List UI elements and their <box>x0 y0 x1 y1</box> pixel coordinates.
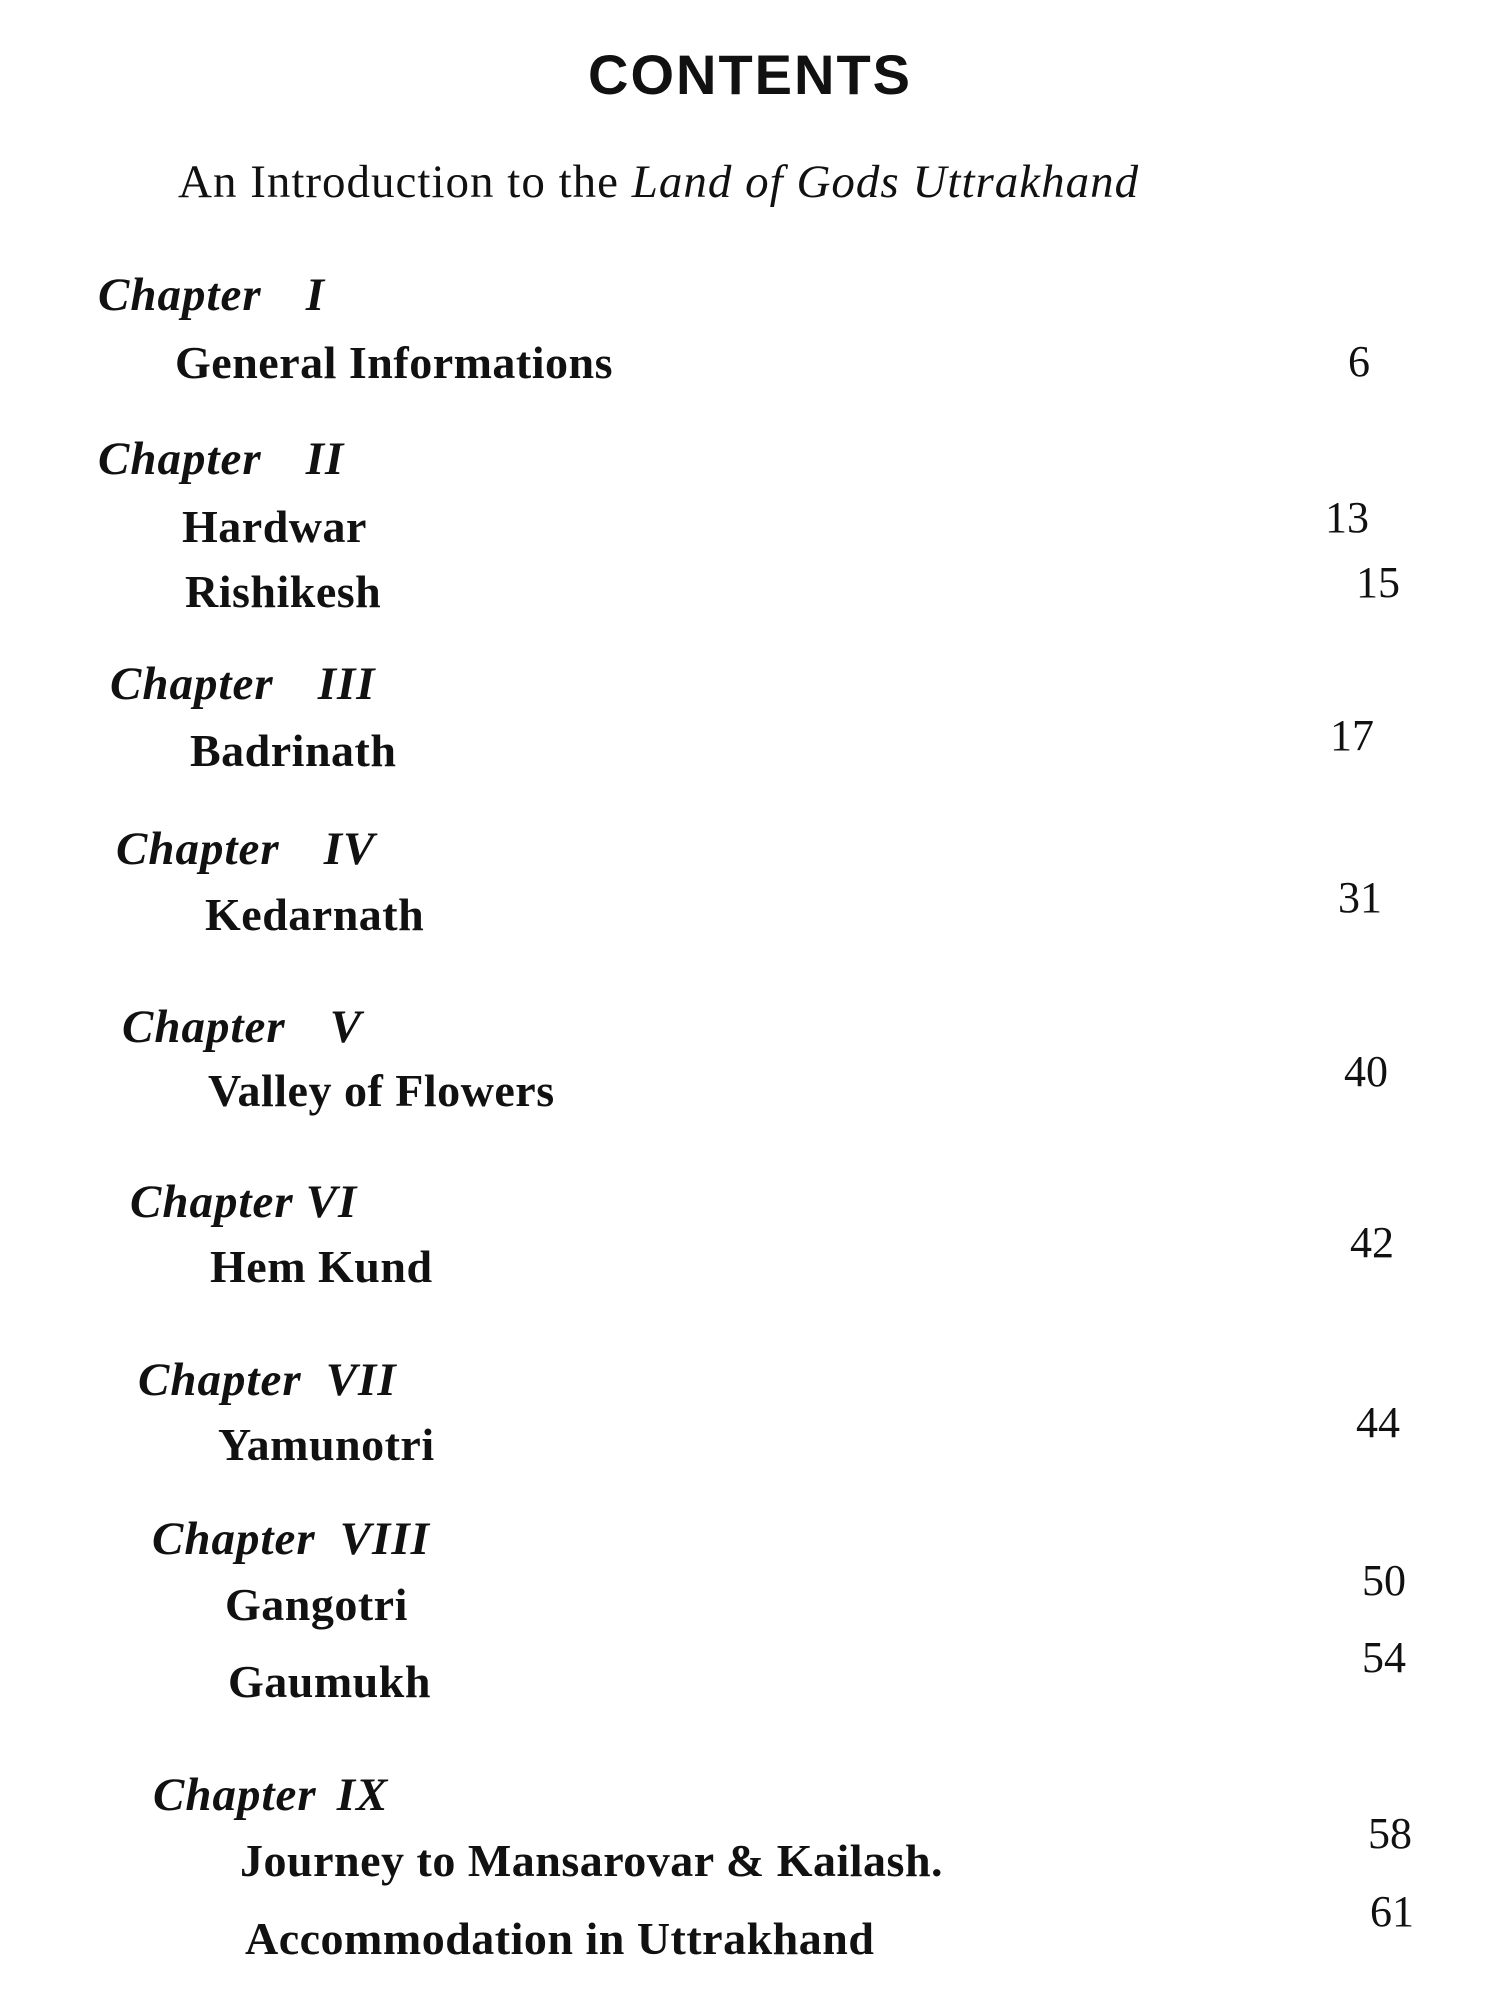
chapter-label: Chapter <box>116 823 280 875</box>
introduction-line <box>178 155 1139 209</box>
toc-entry-rishikesh[interactable]: Rishikesh <box>185 566 382 617</box>
toc-entry-accommodation-in-uttrakhand[interactable]: Accommodation in Uttrakhand <box>245 1913 875 1964</box>
toc-entry-yamunotri[interactable]: Yamunotri <box>218 1419 435 1470</box>
chapter-numeral: II <box>305 433 345 485</box>
chapter-label: Chapter <box>98 433 262 485</box>
chapter-numeral: IV <box>323 823 376 875</box>
toc-entry-gaumukh[interactable]: Gaumukh <box>228 1656 431 1707</box>
chapter-label: Chapter <box>152 1513 316 1565</box>
page-number: 58 <box>1368 1809 1412 1858</box>
chapter-heading-5 <box>122 1000 362 1054</box>
toc-entry-gangotri[interactable]: Gangotri <box>225 1579 408 1630</box>
page-number: 17 <box>1330 711 1374 760</box>
toc-entry-hardwar[interactable]: Hardwar <box>182 501 367 552</box>
chapter-heading-4 <box>116 822 375 876</box>
toc-entry-kedarnath[interactable]: Kedarnath <box>205 889 425 940</box>
page-number: 61 <box>1370 1887 1414 1936</box>
page-number: 44 <box>1356 1398 1400 1447</box>
chapter-numeral: VIII <box>339 1513 430 1565</box>
page-number: 54 <box>1362 1633 1406 1682</box>
page-number: 6 <box>1348 337 1370 386</box>
chapter-heading-6 <box>130 1175 357 1229</box>
page-number: 15 <box>1356 558 1400 607</box>
page-number: 42 <box>1350 1218 1394 1267</box>
toc-entry-badrinath[interactable]: Badrinath <box>190 725 397 776</box>
chapter-numeral: I <box>305 269 325 321</box>
chapter-heading-9 <box>153 1768 388 1822</box>
chapter-numeral: VII <box>325 1354 397 1406</box>
introduction-book-title: Land of Gods Uttrakhand <box>631 156 1140 208</box>
toc-entry-valley-of-flowers[interactable]: Valley of Flowers <box>208 1065 555 1116</box>
chapter-heading-3 <box>110 657 376 711</box>
chapter-heading-8 <box>152 1512 430 1566</box>
chapter-heading-7 <box>138 1353 397 1407</box>
chapter-label: Chapter <box>110 658 274 710</box>
toc-entry-general-informations[interactable]: General Informations <box>175 337 614 388</box>
chapter-label: Chapter <box>122 1001 286 1053</box>
chapter-numeral: VI <box>305 1176 358 1228</box>
toc-entry-journey-to-mansarovar-kailash[interactable]: Journey to Mansarovar & Kailash. <box>240 1835 944 1886</box>
chapter-heading-1 <box>98 268 325 322</box>
chapter-label: Chapter <box>98 269 262 321</box>
introduction-prefix: An Introduction to the <box>178 156 632 208</box>
chapter-heading-2 <box>98 432 344 486</box>
chapter-label: Chapter <box>153 1769 317 1821</box>
page-number: 50 <box>1362 1556 1406 1605</box>
chapter-numeral: III <box>317 658 376 710</box>
chapter-numeral: V <box>329 1001 363 1053</box>
toc-entry-hem-kund[interactable]: Hem Kund <box>210 1241 433 1292</box>
page-number: 31 <box>1338 873 1382 922</box>
chapter-numeral: IX <box>336 1769 389 1821</box>
page-number: 13 <box>1325 493 1369 542</box>
page-number: 40 <box>1344 1047 1388 1096</box>
page-title: CONTENTS <box>588 43 912 106</box>
chapter-label: Chapter <box>138 1354 302 1406</box>
chapter-label: Chapter <box>130 1176 294 1228</box>
